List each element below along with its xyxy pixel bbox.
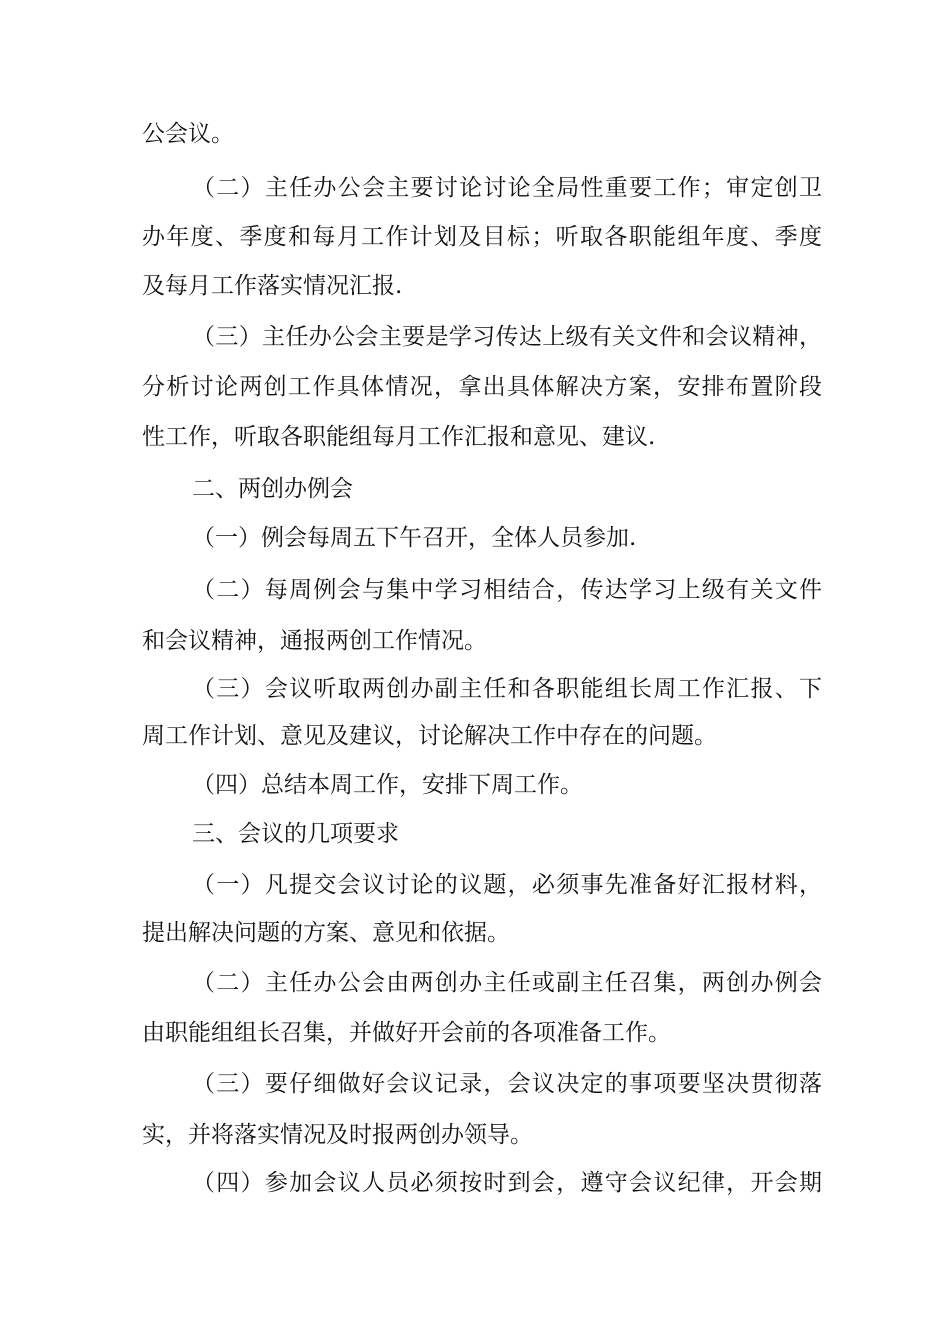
text-line: （二）主任办公会主要讨论讨论全局性重要工作；审定创卫: [192, 175, 822, 201]
text-line: 公会议。: [142, 121, 234, 147]
text-line: （二）每周例会与集中学习相结合，传达学习上级有关文件: [192, 577, 822, 603]
text-line: （四）参加会议人员必须按时到会，遵守会议纪律，开会期: [192, 1170, 822, 1196]
text-line: （一）例会每周五下午召开，全体人员参加.: [192, 525, 637, 551]
text-line: （一）凡提交会议讨论的议题，必须事先准备好汇报材料，: [192, 872, 822, 898]
text-line: （四）总结本周工作，安排下周工作。: [192, 772, 583, 798]
text-line: 实，并将落实情况及时报两创办领导。: [142, 1122, 533, 1148]
text-line: （二）主任办公会由两创办主任或副主任召集，两创办例会: [192, 970, 822, 996]
text-line: 办年度、季度和每月工作计划及目标；听取各职能组年度、季度: [142, 224, 822, 250]
text-line: 性工作，听取各职能组每月工作汇报和意见、建议.: [142, 424, 656, 450]
text-line: 周工作计划、意见及建议，讨论解决工作中存在的问题。: [142, 723, 717, 749]
text-line: （三）会议听取两创办副主任和各职能组长周工作汇报、下: [192, 676, 822, 702]
text-line: 提出解决问题的方案、意见和依据。: [142, 920, 510, 946]
text-line: （三）要仔细做好会议记录，会议决定的事项要坚决贯彻落: [192, 1071, 822, 1097]
text-line: 由职能组组长召集，并做好开会前的各项准备工作。: [142, 1020, 671, 1046]
section-heading: 三、会议的几项要求: [192, 821, 399, 847]
text-line: （三）主任办公会主要是学习传达上级有关文件和会议精神，: [192, 324, 822, 350]
section-heading: 二、两创办例会: [192, 476, 353, 502]
text-line: 分析讨论两创工作具体情况，拿出具体解决方案，安排布置阶段: [142, 374, 822, 400]
text-line: 和会议精神，通报两创工作情况。: [142, 628, 487, 654]
text-line: 及每月工作落实情况汇报.: [142, 273, 403, 299]
